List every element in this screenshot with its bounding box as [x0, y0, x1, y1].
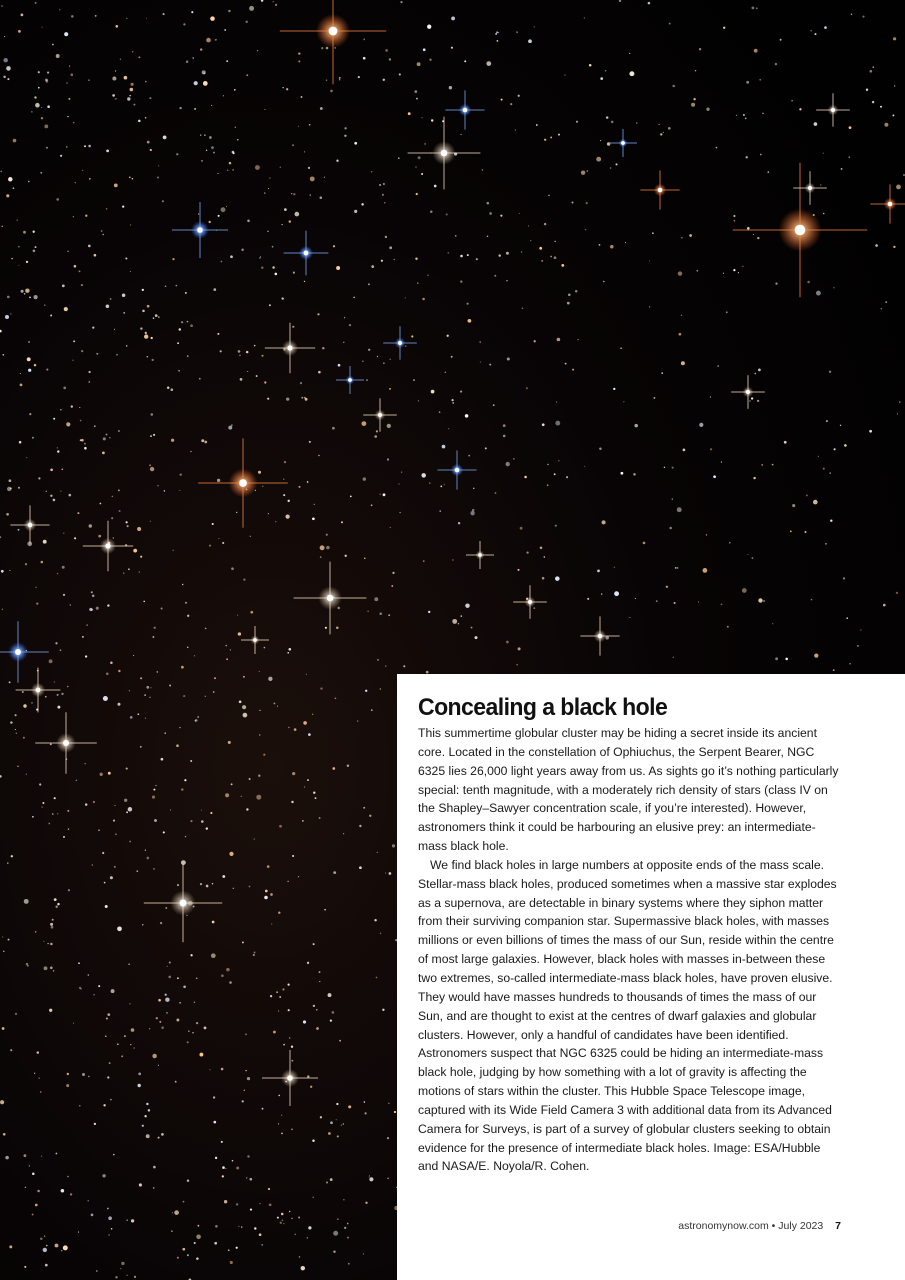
footer-separator: •	[771, 1220, 776, 1232]
article-body	[418, 724, 842, 1176]
page-footer	[678, 1220, 841, 1232]
page-number: 7	[835, 1220, 841, 1232]
article-title: Concealing a black hole	[418, 694, 668, 721]
footer-site: astronomynow.com	[678, 1220, 769, 1232]
footer-issue: July 2023	[778, 1220, 824, 1232]
article-panel	[397, 674, 905, 1280]
article-paragraph-2: We find black holes in large numbers at opposite ends of the mass scale. Stellar-mass black holes, produced sometimes when a massive star explodes as a supernova, are detectable in binary systems where they siphon matter from their surviving companion star. Supermassive black holes, with masses millions or even billions of times the mass of our Sun, reside within the centre of most large galaxies. However, black holes with masses in-between these two extremes, so-called intermediate-mass black holes, have proven elusive. They would have masses hundreds to thousands of times the mass of our Sun, and are thought to exist at the centres of dwarf galaxies and globular clusters. However, only a handful of candidates have been identified. Astronomers suspect that NGC 6325 could be hiding an intermediate-mass black hole, judging by how something with a lot of gravity is affecting the motions of stars within the cluster. This Hubble Space Telescope image, captured with its Wide Field Camera 3 with additional data from its Advanced Camera for Surveys, is part of a survey of globular clusters seeking to obtain evidence for the presence of intermediate black holes. Image: ESA/Hubble and NASA/E. Noyola/R. Cohen.	[418, 857, 837, 1174]
article-paragraph-1: This summertime globular cluster may be hiding a secret inside its ancient core. Located in the constellation of Ophiuchus, the Serpent Bearer, NGC 6325 lies 26,000 light years away from us. As sights go it’s nothing particularly special: tenth magnitude, with a moderately rich density of stars (class IV on the Shapley–Sawyer concentration scale, if you’re interested). However, astronomers think it could be harbouring an elusive prey: an intermediate-mass black hole.	[418, 726, 839, 854]
